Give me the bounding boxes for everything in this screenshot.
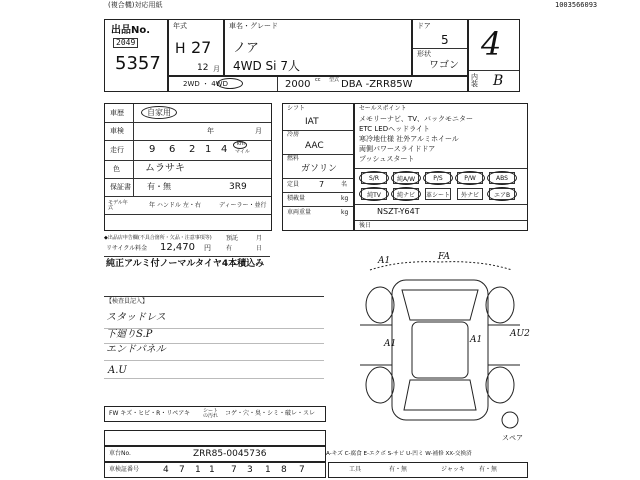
front-left-wheel (366, 287, 394, 323)
selling-point-line: メモリーナビ、TV、バックモニター (359, 115, 473, 123)
deposit-value: 有 (226, 245, 233, 252)
inspector-line: 下廻りS.P (106, 329, 153, 340)
inspector-line: スタッドレス (106, 312, 166, 323)
equip-circle (391, 171, 421, 185)
roof (412, 322, 468, 378)
reg-label: 車検証番号 (109, 466, 140, 473)
rear-left-wheel (366, 367, 394, 403)
spare-label: スペア (502, 434, 523, 442)
era: H (175, 41, 186, 57)
inspection-label: 車検 (110, 127, 124, 135)
declaration-text: 純正アルミ付ノーマルタイヤ4本積込み (106, 259, 265, 269)
windshield (402, 290, 478, 320)
rear-right-wheel (486, 367, 514, 403)
inspection-month: 月 (255, 127, 262, 135)
mileage-label: 走行 (110, 146, 124, 154)
equip-circle (487, 171, 517, 185)
tools-value: 有・無 (389, 466, 408, 473)
damage-mark: FA (438, 252, 450, 262)
weight-label: 車両重量 (287, 209, 312, 216)
drive-options: 2WD ・ 4WD (183, 80, 228, 88)
recycle-amount: 12,470 (160, 242, 195, 253)
lot-box (104, 19, 168, 92)
shift-label: シフト (287, 105, 306, 112)
door-box (412, 19, 468, 76)
reg-type-label: 車歴 (110, 109, 124, 117)
nav-model: NSZT-Y64T (377, 207, 420, 216)
model-label: 型式 (329, 77, 340, 83)
deposit-month-label: 月 (256, 235, 263, 242)
capacity-value: 7 (319, 180, 325, 189)
chassis-row (104, 446, 326, 462)
damage-legend: A-キズ C-腐食 E-エクボ S-サビ U-凹ミ W-補修 XX-交換済 (326, 451, 472, 457)
inspector-label: 【検査員記入】 (106, 298, 149, 305)
selling-point-line: 寒冷地仕様 社外アルミホイール (359, 135, 459, 143)
weight-unit: kg (341, 209, 349, 216)
year-box (168, 19, 224, 76)
selling-points-box (354, 103, 528, 231)
later-label: 後日 (359, 222, 372, 229)
reg-type-circle (141, 106, 177, 119)
reg-digit: 1 (195, 465, 201, 475)
reg-digit: 7 (179, 465, 185, 475)
equip-navi: 純ナビ (393, 188, 419, 200)
selling-points-label: セールスポイント (359, 105, 407, 112)
reg-digit: 1 (265, 465, 271, 475)
model-code: DBA -ZRR85W (341, 79, 413, 90)
color-code: 3R9 (229, 182, 247, 192)
interior-label: 内装 (471, 73, 478, 88)
model-year-label: モデル年式 (108, 200, 128, 211)
body-label: 形状 (417, 50, 431, 58)
damage-mark: A1 (470, 335, 483, 345)
reg-digit: 4 (163, 465, 169, 475)
interior-grade: B (493, 73, 504, 89)
equip-circle (455, 171, 485, 185)
ac-label: 冷房 (287, 131, 300, 138)
tools-label: 工具 (349, 466, 362, 473)
capacity-label: 定員 (287, 181, 300, 188)
chassis-number: ZRR85-0045736 (193, 449, 267, 459)
fw-row (104, 406, 326, 422)
equip-airbag: エアB (489, 188, 515, 200)
drive-row (168, 76, 468, 92)
jack-value: 有・無 (479, 466, 498, 473)
equip-ps: P/S (425, 172, 451, 184)
mileage-unit-km: km (237, 141, 245, 147)
color-value: ムラサキ (145, 163, 185, 174)
mileage-digit: 9 (149, 144, 156, 155)
marked-area (370, 262, 512, 270)
mileage-digit: 6 (169, 144, 176, 155)
inspector-line: A.U (108, 365, 127, 376)
door-label: ドア (417, 22, 431, 30)
car-name: ノア (233, 41, 260, 56)
displacement: 2000 (285, 79, 311, 90)
month-value: 12 (197, 63, 209, 73)
fw-text: FW キズ・ヒビ・R・リペアキ (109, 410, 190, 417)
deposit-label: 預託 (226, 235, 239, 242)
damage-mark: AU2 (510, 329, 530, 339)
reg-digit: 3 (247, 465, 253, 475)
car-diagram (340, 250, 540, 430)
equip-circle (487, 187, 517, 201)
mileage-unit-mile: マイル (235, 149, 250, 155)
equip-sunroof: S/R (361, 172, 387, 184)
reg-row (104, 462, 326, 478)
equip-ext-navi: 外ナビ (457, 188, 483, 200)
jack-label: ジャッキ (441, 466, 465, 473)
lot-number: 5357 (115, 53, 161, 74)
equip-circle (359, 171, 389, 185)
month-unit: 月 (213, 65, 220, 73)
year-label: 年式 (173, 22, 187, 30)
reg-digit: 7 (299, 465, 305, 475)
deposit-day-label: 日 (256, 245, 263, 252)
form-type-note: (複合機)対応用紙 (108, 1, 163, 9)
shift-value: IAT (305, 117, 319, 127)
reg-digit: 1 (209, 465, 215, 475)
equip-circle (359, 187, 389, 201)
inspector-line: エンドパネル (106, 344, 166, 355)
equip-abs: ABS (489, 172, 515, 184)
load-label: 積載量 (287, 195, 306, 202)
body-type: ワゴン (429, 60, 459, 71)
selling-point-line: 両側パワースライドドア (359, 145, 436, 153)
equip-tv: 純TV (361, 188, 387, 200)
lot-small-code: 2049 (113, 38, 138, 48)
seat-items: コゲ・穴・臭・シミ・破レ・スレ (225, 410, 316, 417)
handle-label: 年 ハンドル 左・右 (149, 202, 201, 209)
mileage-digit: 1 (205, 144, 212, 155)
door-count: 5 (441, 33, 449, 47)
dealer-label: ディーラー・並行 (219, 202, 267, 209)
score-box (468, 19, 520, 92)
chassis-label: 車台No. (109, 450, 131, 457)
recycle-unit: 円 (204, 244, 211, 252)
ac-value: AAC (305, 141, 324, 151)
blank-row (104, 430, 326, 446)
equip-pw: P/W (457, 172, 483, 184)
fuel-label: 燃料 (287, 155, 300, 162)
year-value: 27 (191, 38, 212, 57)
declaration-label: ◆出品店申告欄(不具合箇所・欠品・注意事項等) (104, 235, 212, 241)
selling-point-line: プッシュスタート (359, 155, 415, 163)
reg-digit: 8 (281, 465, 287, 475)
equip-alloy: 純A/W (393, 172, 419, 184)
capacity-unit: 名 (341, 181, 348, 188)
name-box (224, 19, 412, 76)
load-unit: kg (341, 195, 349, 202)
selling-point-line: ETC LEDヘッドライト (359, 125, 430, 133)
front-right-wheel (486, 287, 514, 323)
left-table (104, 103, 272, 231)
rear-window (404, 380, 476, 410)
drive-selected-circle (217, 78, 243, 89)
score-value: 4 (481, 25, 502, 63)
warranty-value: 有・無 (147, 182, 171, 191)
warranty-label: 保証書 (110, 183, 131, 191)
reg-digit: 7 (231, 465, 237, 475)
equip-leather: 革シート (425, 188, 451, 200)
color-label: 色 (113, 165, 120, 173)
equip-circle (391, 187, 421, 201)
name-label: 車名・グレード (229, 22, 278, 30)
tools-row (328, 462, 528, 478)
lot-label: 出品No. (111, 25, 151, 36)
spare-wheel (502, 412, 518, 428)
sheet-number: 1003566093 (555, 1, 598, 9)
seat-label: シートの汚れ (203, 408, 219, 419)
car-grade: 4WD Si 7人 (233, 59, 300, 73)
recycle-label: リサイクル料金 (106, 245, 148, 252)
damage-mark: A1 (384, 339, 397, 349)
shift-table (282, 103, 354, 231)
equip-circle (423, 171, 453, 185)
inspection-year: 年 (207, 127, 214, 135)
damage-mark: A1 (378, 256, 391, 266)
mileage-digit: 2 (189, 144, 196, 155)
fuel-value: ガソリン (301, 164, 338, 174)
cc-unit: cc (315, 77, 321, 83)
mileage-digit: 4 (221, 144, 228, 155)
mileage-unit-circle (233, 141, 247, 149)
reg-type: 自家用 (147, 108, 171, 117)
